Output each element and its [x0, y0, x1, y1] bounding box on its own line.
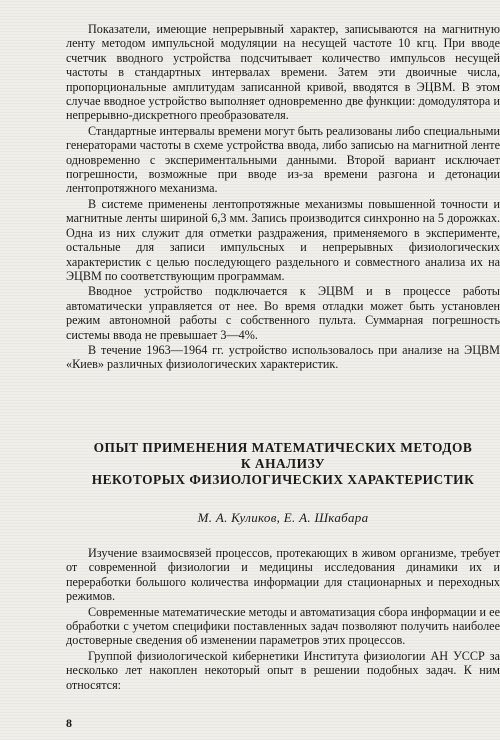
page-number: 8 [66, 716, 72, 730]
paragraph: Показатели, имеющие непрерывный характер, записываются на магнитную ленту методом импульсной модуляции на несущей частоте 10 кгц. При вводе счетчик вводного устройства подсчитывает количество импульсов несущей частоты в стандартных интервалах времени. Затем эти двоичные числа, пропорциональные амплитудам записанной кривой, вводятся в ЭЦВМ. В этом случае вводное устройство выполняет одновременно две функции: домодулятора и непрерывно-дискретного преобразователя. [66, 22, 500, 123]
paragraph: Вводное устройство подключается к ЭЦВМ и в процессе работы автоматически управляется от нее. Во время отладки может быть установлен режим автономной работы с собственного пульта. Суммарная погрешность системы ввода не превышает 3—4%. [66, 284, 500, 342]
paragraph: В системе применены лентопротяжные механизмы повышенной точности и магнитные ленты шириной 6,3 мм. Запись производится синхронно на 5 дорожках. Одна из них служит для отметки раздражения, применяемого в эксперименте, остальные для записи импульсных и непрерывных физиологических характеристик с целью последующего раздельного и совместного анализа их на ЭЦВМ по соответствующим программам. [66, 196, 500, 283]
paragraph: Современные математические методы и автоматизация сбора информации и ее обработки с учетом специфики поставленных задач позволяют получить наиболее достоверные сведения об изменении параметров этих процессов. [66, 604, 500, 648]
paragraph: В течение 1963—1964 гг. устройство использовалось при анализе на ЭЦВМ «Киев» различных физиологических характеристик. [66, 342, 500, 372]
article-title [66, 440, 500, 488]
title-line: НЕКОТОРЫХ ФИЗИОЛОГИЧЕСКИХ ХАРАКТЕРИСТИК [91, 472, 475, 487]
title-line: К АНАЛИЗУ [240, 456, 326, 471]
title-line: ОПЫТ ПРИМЕНЕНИЯ МАТЕМАТИЧЕСКИХ МЕТОДОВ [93, 440, 473, 455]
article-body [66, 546, 500, 693]
paragraph: Изучение взаимосвязей процессов, протекающих в живом организме, требует от современной физиологии и медицины исследования динамики их и переработки большого количества информации для стационарных и переходных режимов. [66, 546, 500, 604]
paragraph: Стандартные интервалы времени могут быть реализованы либо специальными генераторами частоты в схеме устройства ввода, либо записью на магнитной ленте одновременно с экспериментальными данными. Второй вариант исключает погрешности, возможные при вводе из-за времени разгона и детонации лентопротяжного механизма. [66, 123, 500, 196]
previous-article-text [66, 22, 500, 373]
paragraph: Группой физиологической кибернетики Института физиологии АН УССР за несколько лет накоплен некоторый опыт в решении подобных задач. К ним относятся: [66, 648, 500, 692]
article-authors: М. А. Куликов, Е. А. Шкабара [197, 510, 369, 525]
